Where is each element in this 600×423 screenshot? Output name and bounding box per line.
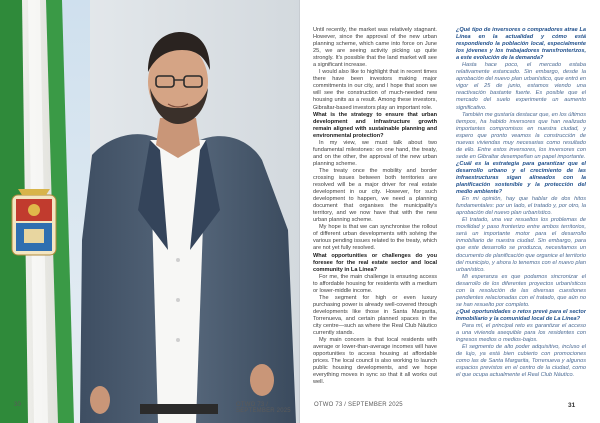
left-page-number: 30 — [14, 402, 22, 408]
en-paragraph: The treaty once the mobility and border crossing issues between both territories are resolved will be a major driver for real estate development in our city. However, for such development to happen, we need a planning document that organises the municipality's territory, and we now have that with the new urban planning scheme. — [313, 167, 437, 224]
en-question: What is the strategy to ensure that urban development and infrastructure growth remain aligned with sustainable planning and environmental protection? — [313, 111, 437, 139]
es-question: ¿Qué oportunidades o retos prevé para el sector inmobiliario y la comunidad local de La Línea? — [456, 308, 586, 322]
es-paragraph: El segmento de alto poder adquisitivo, incluso el de lujo, ya está bien cubierto con promociones como las de Santa Margarita, Torrenueva y algunos espacios previstos en el centro de la ciudad, como el que ocupa actualmente el Real Club Náutico. — [456, 344, 586, 379]
right-footer: OTWO 73 / SEPTEMBER 2025 — [314, 402, 403, 408]
es-paragraph: Mi esperanza es que podamos sincronizar el desarrollo de los diferentes proyectos urbanísticos con la resolución de las diversas cuestiones pendientes relacionadas con el tratado, que aún no se han resuelto por completo. — [456, 273, 586, 308]
right-page — [300, 0, 600, 423]
es-paragraph: También me gustaría destacar que, en los últimos tiempos, ha habido inversores que han realizado importantes compromisos en nuestra ciudad, y espero que pronto veamos la construcción de nuevas viviendas muy necesarias como resultado de ello. Entre estos inversores, los inversores con sede en Gibraltar desempeñan un papel importante. — [456, 111, 586, 160]
es-question: ¿Cuál es la estrategia para garantizar que el desarrollo urbano y el crecimiento de las infraestructuras sigan alineados con la planificación sostenible y la protección del medio ambiente? — [456, 160, 586, 196]
left-footer: OTWO 73 / SEPTEMBER 2025 — [236, 402, 291, 414]
es-paragraph: Hasta hace poco, el mercado estaba relativamente estancado. Sin embargo, desde la aprobación del nuevo plan urbanístico, que entró en vigor el 25 de junio, estamos viendo una reactivación bastante fuerte. Es posible que el mercado del suelo experimente un aumento significativo. — [456, 62, 586, 111]
right-page-number: 31 — [568, 402, 576, 409]
en-paragraph: The segment for high or even luxury purchasing power is already well-covered through developments like those in Santa Margarita, Torrenueva, and certain planned spaces in the city centre—such as where the Real Club Náutico currently stands. — [313, 294, 437, 337]
en-paragraph: For me, the main challenge is ensuring access to affordable housing for residents with a medium or lower-middle income. — [313, 273, 437, 294]
es-paragraph: En mi opinión, hay que hablar de dos hitos fundamentales: por un lado, el tratado y, por otro, la aprobación del nuevo plan urbanístico. — [456, 196, 586, 217]
en-paragraph: I would also like to highlight that in recent times there have been investors making major commitments in our city, and I hope that soon we will see the construction of much-needed new housing units as a result. Among these investors, Gibraltar-based investors play an important role. — [313, 69, 437, 111]
andalusia-flag — [0, 0, 74, 423]
en-paragraph: In my view, we must talk about two fundamental milestones: on one hand, the treaty, and on the other, the approval of the new urban planning scheme. — [313, 139, 437, 167]
en-paragraph: Until recently, the market was relatively stagnant. However, since the approval of the new urban planning scheme, which came into force on June 25, we are seeing activity picking up quite strongly. It's possible that the land market will see a significant increase. — [313, 27, 437, 69]
es-paragraph: El tratado, una vez resueltos los problemas de movilidad y paso fronterizo entre ambos territorios, será un importante motor para el desarrollo inmobiliario de nuestra ciudad. Sin embargo, para que este desarrollo se produzca, necesitamos un documento de planificación que organice el territorio del municipio, y ahora lo tenemos con el nuevo plan urbanístico. — [456, 217, 586, 273]
es-paragraph: Para mí, el principal reto es garantizar el acceso a una vivienda asequible para los residentes con ingresos medios o medios-bajos. — [456, 322, 586, 344]
en-paragraph: My main concern is that local residents with average or lower-than-average incomes will have opportunities to access housing at affordable prices. The local council is also working to launch public housing developments, and we hope everything moves in sync so that it all works out well. — [313, 337, 437, 386]
es-question: ¿Qué tipo de inversores o compradores atrae La Línea en la actualidad y cómo está respondiendo la población local, especialmente los jóvenes y los trabajadores transfronterizos, a este evolución de la demanda? — [456, 27, 586, 62]
english-column — [313, 27, 437, 402]
en-question: What opportunities or challenges do you foresee for the real estate sector and local community in La Línea? — [313, 252, 437, 273]
en-paragraph: My hope is that we can synchronise the rollout of different urban developments with solving the various pending issues related to the treaty, which are not yet fully resolved. — [313, 224, 437, 252]
spanish-column — [456, 27, 586, 402]
